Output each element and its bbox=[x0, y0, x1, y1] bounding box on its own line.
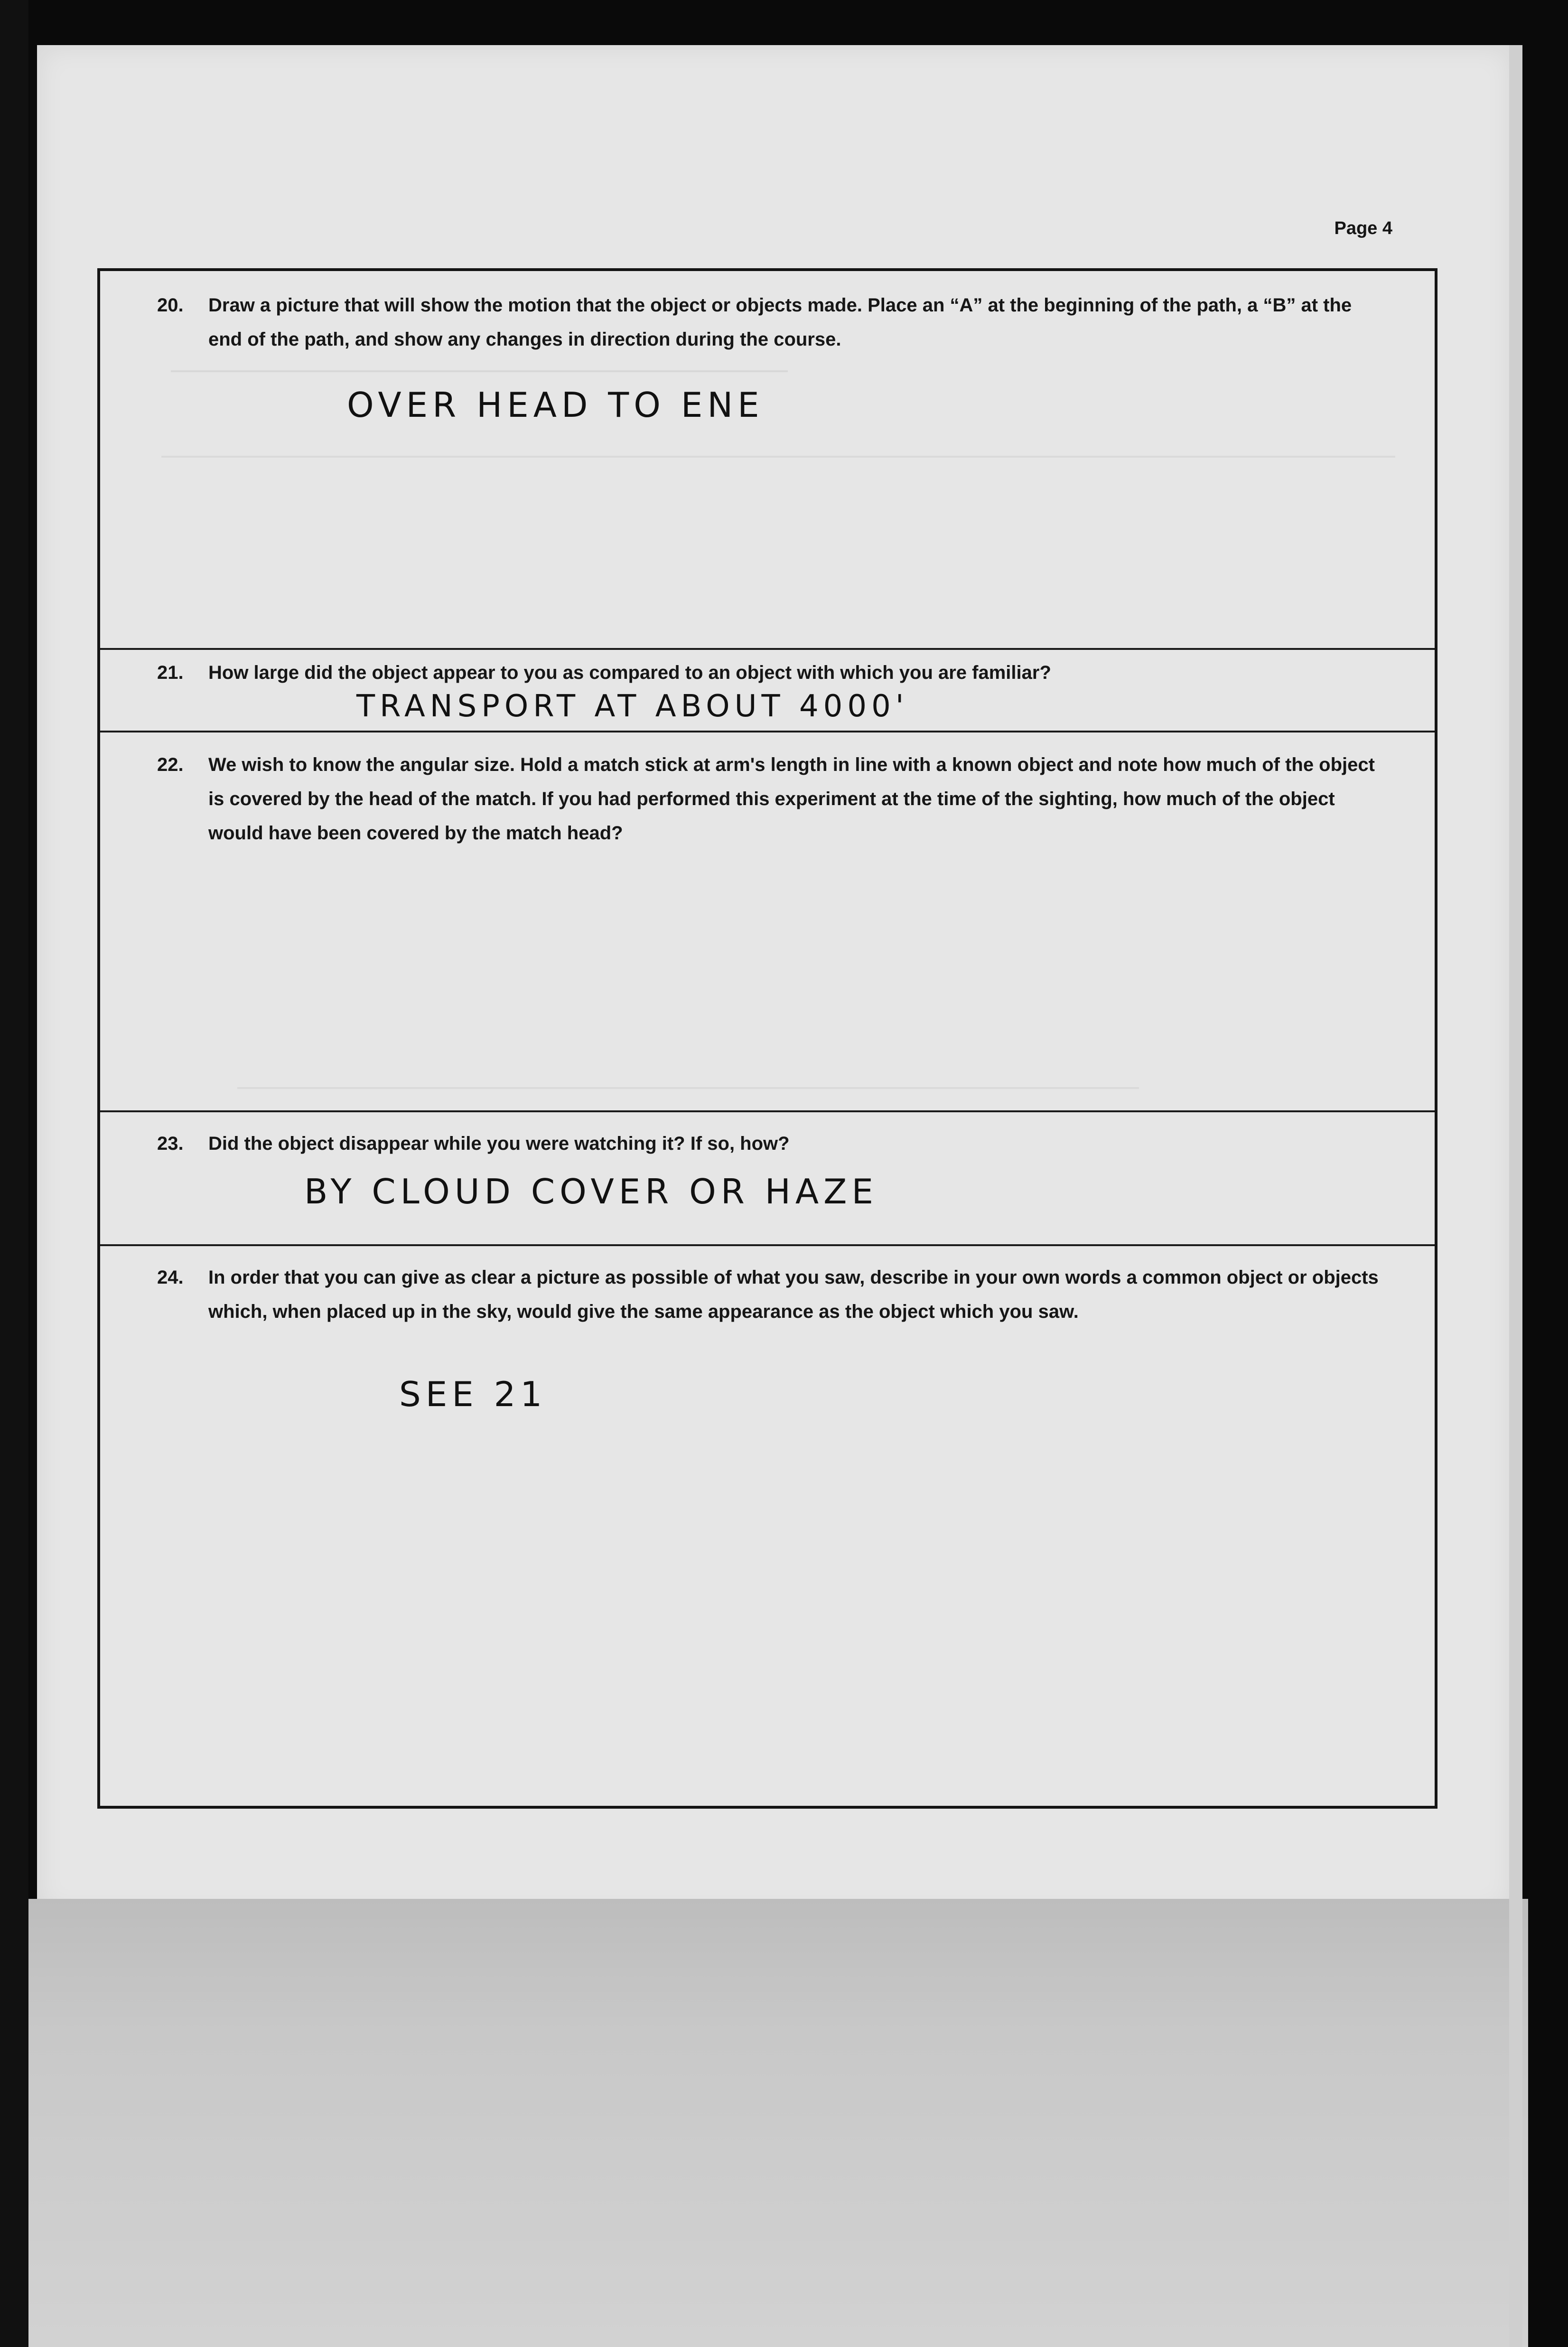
question-21-section bbox=[100, 650, 1435, 732]
question-number: 20. bbox=[157, 295, 184, 316]
film-edge bbox=[0, 0, 28, 2347]
question-24-section bbox=[100, 1246, 1435, 1806]
questionnaire-form bbox=[97, 268, 1437, 1809]
question-text: We wish to know the angular size. Hold a match stick at arm's length in line with a known object and note how much of the object is covered by the head of the match. If you had performed this experiment at the time of the sighting, how much of the object would have been covered by the match head? bbox=[208, 754, 1375, 844]
handwritten-answer-23[interactable]: BY CLOUD COVER OR HAZE bbox=[304, 1172, 878, 1211]
handwritten-answer-20[interactable]: OVER HEAD TO ENE bbox=[347, 385, 764, 425]
question-text: Did the object disappear while you were watching it? If so, how? bbox=[208, 1133, 790, 1154]
question-number: 22. bbox=[157, 754, 184, 775]
sheet-edge bbox=[1509, 45, 1522, 2347]
page-number: Page 4 bbox=[1334, 218, 1392, 238]
handwritten-answer-21[interactable]: TRANSPORT AT ABOUT 4000' bbox=[356, 689, 909, 724]
question-text: How large did the object appear to you as compared to an object with which you are familiar? bbox=[208, 662, 1051, 683]
lower-margin bbox=[28, 1899, 1528, 2347]
question-22-section bbox=[100, 732, 1435, 1112]
question-number: 21. bbox=[157, 662, 184, 683]
question-number: 24. bbox=[157, 1267, 184, 1288]
question-number: 23. bbox=[157, 1133, 184, 1154]
question-text: Draw a picture that will show the motion that the object or objects made. Place an “A” at the beginning of the path, a “B” at the end of the path, and show any changes in direction during the course. bbox=[208, 295, 1352, 350]
question-text: In order that you can give as clear a picture as possible of what you saw, describe in your own words a common object or objects which, when placed up in the sky, would give the same appearance as the object which you saw. bbox=[208, 1267, 1379, 1322]
handwritten-answer-24[interactable]: SEE 21 bbox=[399, 1374, 547, 1414]
question-23-section bbox=[100, 1112, 1435, 1246]
question-20-section bbox=[100, 271, 1435, 650]
